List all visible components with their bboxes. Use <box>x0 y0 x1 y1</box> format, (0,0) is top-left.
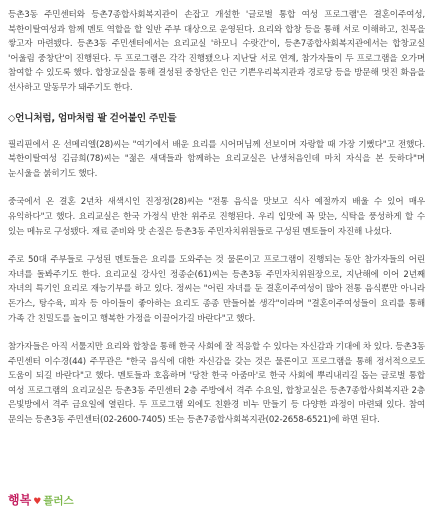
article-paragraph-4: 주로 50대 주부들로 구성된 멘토들은 요리를 도와주는 것 물론이고 프로그램이 진행되는 동안 참가자들의 어린 자녀를 돌봐주기도 한다. 요리교실 강사인 정종순(61)씨는 등촌3동 주민자치위원장으로, 지난해에 이어 2년째 자녀의 특기인 요리로 재능기부를 하고 있다. 정씨는 "어린 자녀를 둔 결혼이주여성이 많아 전통 음식뿐만 아니라 돈가스, 탕수육, 피자 등 아이들이 좋아하는 요리도 종종 만들어볼 생각"이라며 "결혼이주여성들이 요리를 통해 가족 간 친밀도를 높이고 행복한 가정을 이끌어가길 바란다"고 했다. <box>8 255 425 324</box>
footer-logo <box>8 491 74 508</box>
article-intro-paragraph: 등촌3동 주민센터와 등촌7종합사회복지관이 손잡고 개설한 '글로벌 통합 여성 프로그램'은 결혼이주여성, 북한이탈여성과 함께 멘토 역할을 할 일반 주부 대상으로 운영된다. 요리와 합창 등을 통해 서로 이해하고, 친목을 쌓고자 마련됐다. 등촌3동 주민센터에서는 요리교실 '하모니 수랏간'이, 등촌7종합사회복지관에서는 합창교실 '어울림 중창단'이 진행된다. 두 프로그램은 각각 진행됐으나 지난달 서로 연계, 참가자들이 두 프로그램을 오가며 참여할 수 있도록 했다. 합창교실을 통해 결성된 중창단은 인근 기쁜우리복지관과 경로당 등을 방문해 멋진 화음을 선사하고 말동무가 돼주기도 한다. <box>8 10 425 93</box>
article-paragraph-2: 필리핀에서 온 선메리엘(28)씨는 "여기에서 배운 요리를 시어머님께 선보이며 자랑할 때 가장 기뻤다"고 전했다. 북한이탈여성 김금희(78)씨는 "젊은 새댁들과 함께하는 요리교실은 난생처음인데 마치 자식을 본 듯하다"며 눈시울을 붉히기도 했다. <box>8 139 425 179</box>
section-heading: ◇언니처럼, 엄마처럼 팔 걷어붙인 주민들 <box>8 112 177 124</box>
logo-sub-text: 플러스 <box>43 495 74 507</box>
article-paragraph-5: 참가자들은 아직 서툴지만 요리와 합창을 통해 한국 사회에 잘 적응할 수 있다는 자신감과 기대에 차 있다. 등촌3동 주민센터 이수경(44) 주무관은 "한국 음식에 대한 자신감을 갖는 것은 물론이고 프로그램을 통해 정서적으로도 도움이 되길 바란다"고 했다. 멘토들과 호흡하며 '당찬 한국 아줌마'로 한국 사회에 뿌리내리길 돕는 글로벌 통합 여성 프로그램의 요리교실은 등촌3동 주민센터 2층 주방에서 격주 수요일, 합창교실은 등촌7종합사회복지관 2층 은빛방에서 격주 금요일에 열린다. 두 프로그램 외에도 친환경 비누 만들기 등 다양한 과정이 마련돼 있다. 참여 문의는 등촌3동 주민센터(02-2600-7405) 또는 등촌7종합사회복지관(02-2658-6521)에 하면 된다. <box>8 342 425 426</box>
article-paragraph-3: 중국에서 온 결혼 2년차 새색시인 진정정(28)씨는 "전통 음식을 맛보고 식사 예절까지 배울 수 있어 매우 유익하다"고 했다. 요리교실은 한국 가정식 반찬 위주로 진행된다. 우리 입맛에 꼭 맞는, 식탁을 풍성하게 할 수 있는 메뉴로 구성됐다. 재료 준비와 맛 손질은 등촌3동 주민자치위원들로 구성된 멘토들이 자진해 나섰다. <box>8 197 425 237</box>
logo-main-text: 행복 <box>8 493 32 507</box>
heart-icon: ♥ <box>33 497 42 507</box>
